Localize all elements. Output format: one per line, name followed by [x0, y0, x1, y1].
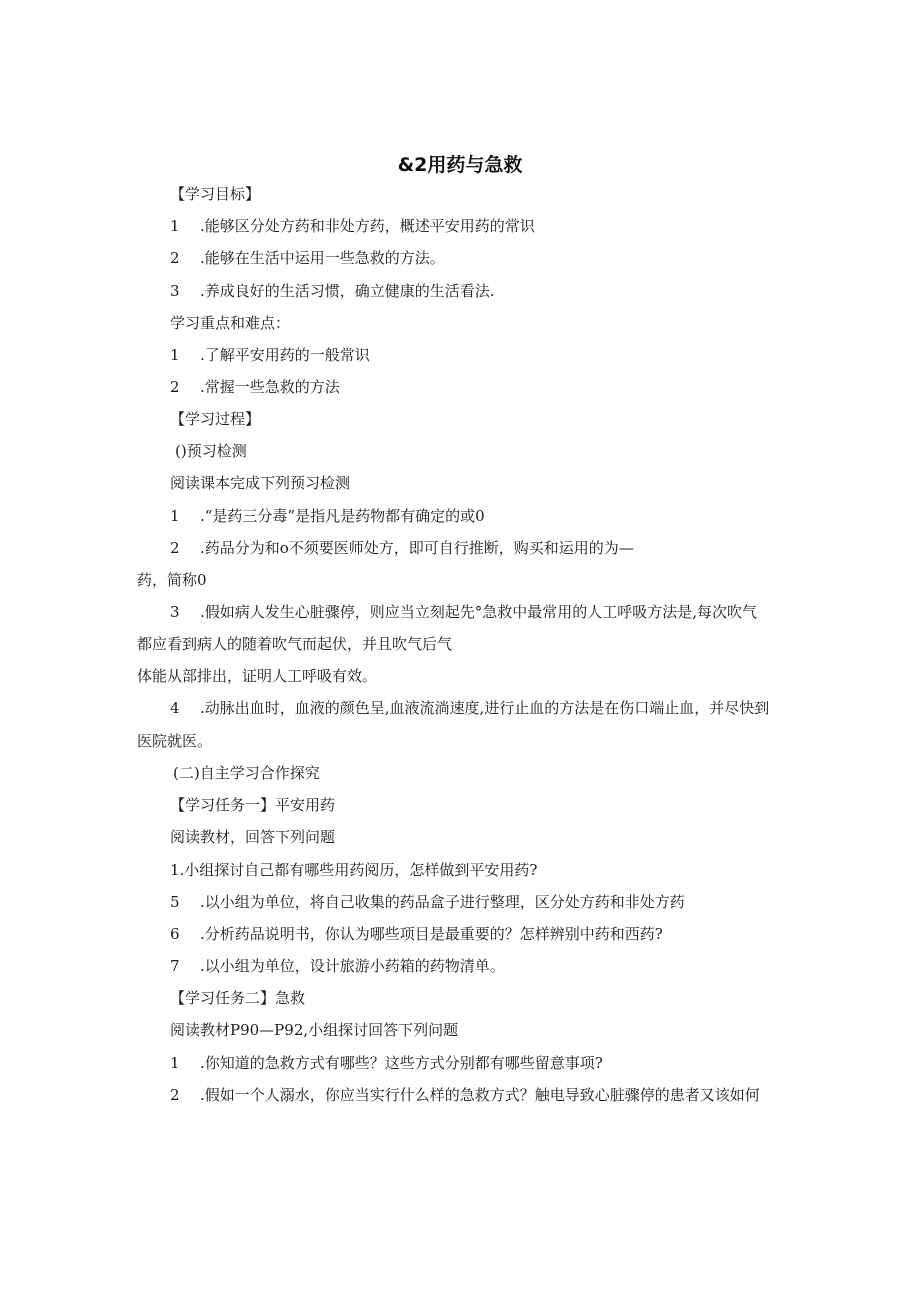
- item-number: 2: [170, 539, 180, 557]
- item-text: .分析药品说明书，你认为哪些项目是最重要的？怎样辨别中药和西药?: [200, 925, 663, 943]
- item-text: .了解平安用药的一般常识: [200, 346, 370, 364]
- item-text: .假如一个人溺水，你应当实行什么样的急救方式？触电导致心脏骤停的患者又该如何: [200, 1086, 760, 1104]
- objective-item-1: [170, 216, 535, 236]
- item-text: .以小组为单位，将自己收集的药品盒子进行整理，区分处方药和非处方药: [200, 893, 685, 911]
- item-number: 2: [170, 1086, 180, 1104]
- preview-question-1: [170, 506, 485, 526]
- item-number: 2: [170, 378, 180, 396]
- task1-question-1: 1.小组探讨自己都有哪些用药阅历，怎样做到平安用药?: [170, 861, 538, 879]
- item-text: .能够区分处方药和非处方药，概述平安用药的常识: [200, 217, 535, 235]
- item-number: 1: [170, 507, 180, 525]
- item-text: .假如病人发生心脏骤停，则应当立刻起先°急救中最常用的人工呼吸方法是,每次吹气: [200, 603, 758, 621]
- task2-question-2: [170, 1085, 760, 1105]
- item-text: .药品分为和o不须要医师处方，即可自行推断，购买和运用的为—: [200, 539, 634, 557]
- objective-item-3: [170, 281, 495, 301]
- key-point-item-1: [170, 345, 370, 365]
- objectives-heading: 【学习目标】: [170, 185, 261, 203]
- item-number: 3: [170, 282, 180, 300]
- task1-question-6: [170, 924, 663, 944]
- task1-intro: 阅读教材，回答下列问题: [170, 828, 336, 846]
- preview-heading: ()预习检测: [175, 442, 247, 460]
- key-points-heading: 学习重点和难点：: [170, 314, 291, 332]
- item-number: 1: [170, 217, 180, 235]
- objective-item-2: [170, 248, 445, 268]
- item-number: 7: [170, 957, 180, 975]
- task2-intro: 阅读教材P90—P92,小组探讨回答下列问题: [170, 1021, 459, 1039]
- item-text: .常握一些急救的方法: [200, 378, 340, 396]
- preview-question-4-continued: 医院就医。: [137, 732, 213, 750]
- task1-question-7: [170, 956, 505, 976]
- task1-question-5: [170, 892, 685, 912]
- task2-question-1: [170, 1053, 603, 1073]
- item-text: .动脉出血时，血液的颜色呈,血液流淌速度,进行止血的方法是在伤口端止血，并尽快到: [200, 699, 770, 717]
- preview-intro: 阅读课本完成下列预习检测: [170, 474, 351, 492]
- item-number: 5: [170, 893, 180, 911]
- preview-question-4: [170, 698, 769, 718]
- key-point-item-2: [170, 377, 340, 397]
- process-heading: 【学习过程】: [170, 410, 261, 428]
- item-text: .以小组为单位，设计旅游小药箱的药物清单。: [200, 957, 505, 975]
- item-number: 4: [170, 699, 180, 717]
- item-number: 2: [170, 249, 180, 267]
- explore-heading: (二)自主学习合作探究: [173, 764, 320, 782]
- preview-question-2-continued: 药，简称0: [137, 571, 207, 589]
- item-number: 1: [170, 346, 180, 364]
- preview-question-3-continued-1: 都应看到病人的随着吹气而起伏，并且吹气后气: [137, 635, 453, 653]
- preview-question-2: [170, 538, 634, 558]
- page-title: &2用药与急救: [397, 154, 523, 176]
- task2-heading: 【学习任务二】急救: [170, 989, 306, 1007]
- item-number: 3: [170, 603, 180, 621]
- item-text: .你知道的急救方式有哪些？这些方式分别都有哪些留意事项?: [200, 1054, 603, 1072]
- item-number: 6: [170, 925, 180, 943]
- preview-question-3-continued-2: 体能从部排出，证明人工呼吸有效。: [137, 667, 378, 685]
- item-text: .能够在生活中运用一些急救的方法。: [200, 249, 445, 267]
- item-text: .养成良好的生活习惯，确立健康的生活看法.: [200, 282, 495, 300]
- item-number: 1: [170, 1054, 180, 1072]
- item-text: .“是药三分毒”是指凡是药物都有确定的或0: [200, 507, 485, 525]
- preview-question-3: [170, 602, 757, 622]
- task1-heading: 【学习任务一】平安用药: [170, 796, 336, 814]
